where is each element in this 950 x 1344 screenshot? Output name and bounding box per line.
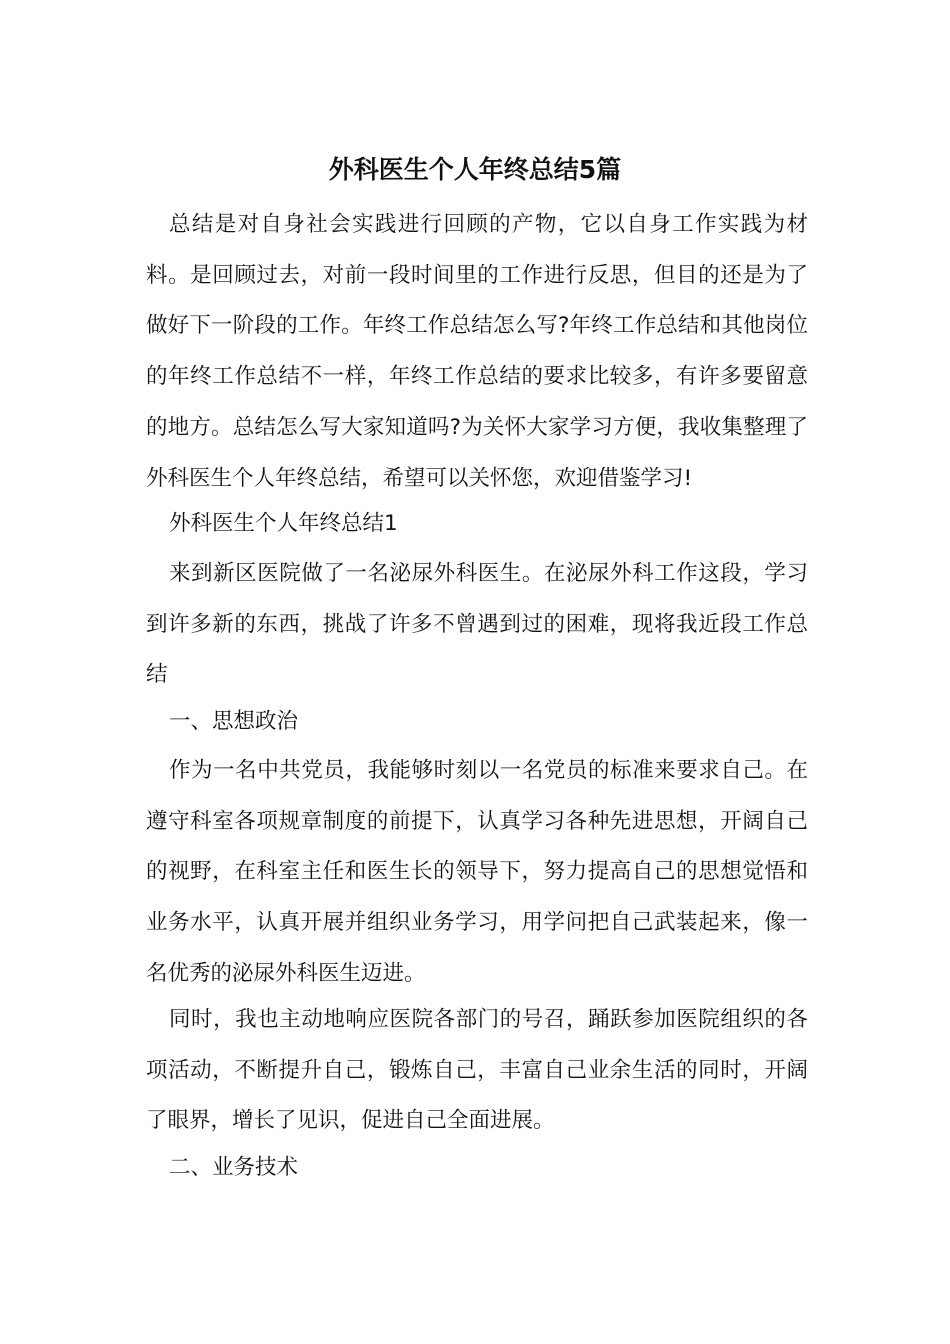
section-heading-politics: 一、思想政治 xyxy=(169,709,299,734)
activities-paragraph: 同时，我也主动地响应医院各部门的号召，踊跃参加医院组织的各项活动，不断提升自己，锻炼自己，丰富自己业余生活的同时，开阔了眼界，增长了见识，促进自己全面进展。 xyxy=(146,1007,808,1134)
intro-paragraph: 总结是对自身社会实践进行回顾的产物，它以自身工作实践为材料。是回顾过去，对前一段时间里的工作进行反思，但目的还是为了做好下一阶段的工作。年终工作总结怎么写?年终工作总结和其他岗位的年终工作总结不一样，年终工作总结的要求比较多，有许多要留意的地方。总结怎么写大家知道吗?为关怀大家学习方便，我收集整理了外科医生个人年终总结，希望可以关怀您，欢迎借鉴学习! xyxy=(146,212,808,491)
summary-1-paragraph: 来到新区医院做了一名泌尿外科医生。在泌尿外科工作这段，学习到许多新的东西，挑战了许多不曾遇到过的困难，现将我近段工作总结 xyxy=(146,561,808,688)
document-title: 外科医生个人年终总结5篇 xyxy=(328,155,622,184)
section-heading-skills: 二、业务技术 xyxy=(169,1155,299,1180)
section-heading-summary-1: 外科医生个人年终总结1 xyxy=(169,511,398,536)
politics-paragraph: 作为一名中共党员，我能够时刻以一名党员的标准来要求自己。在遵守科室各项规章制度的前提下，认真学习各种先进思想，开阔自己的视野，在科室主任和医生长的领导下，努力提高自己的思想觉悟和业务水平，认真开展并组织业务学习，用学问把自己武装起来，像一名优秀的泌尿外科医生迈进。 xyxy=(146,758,808,986)
